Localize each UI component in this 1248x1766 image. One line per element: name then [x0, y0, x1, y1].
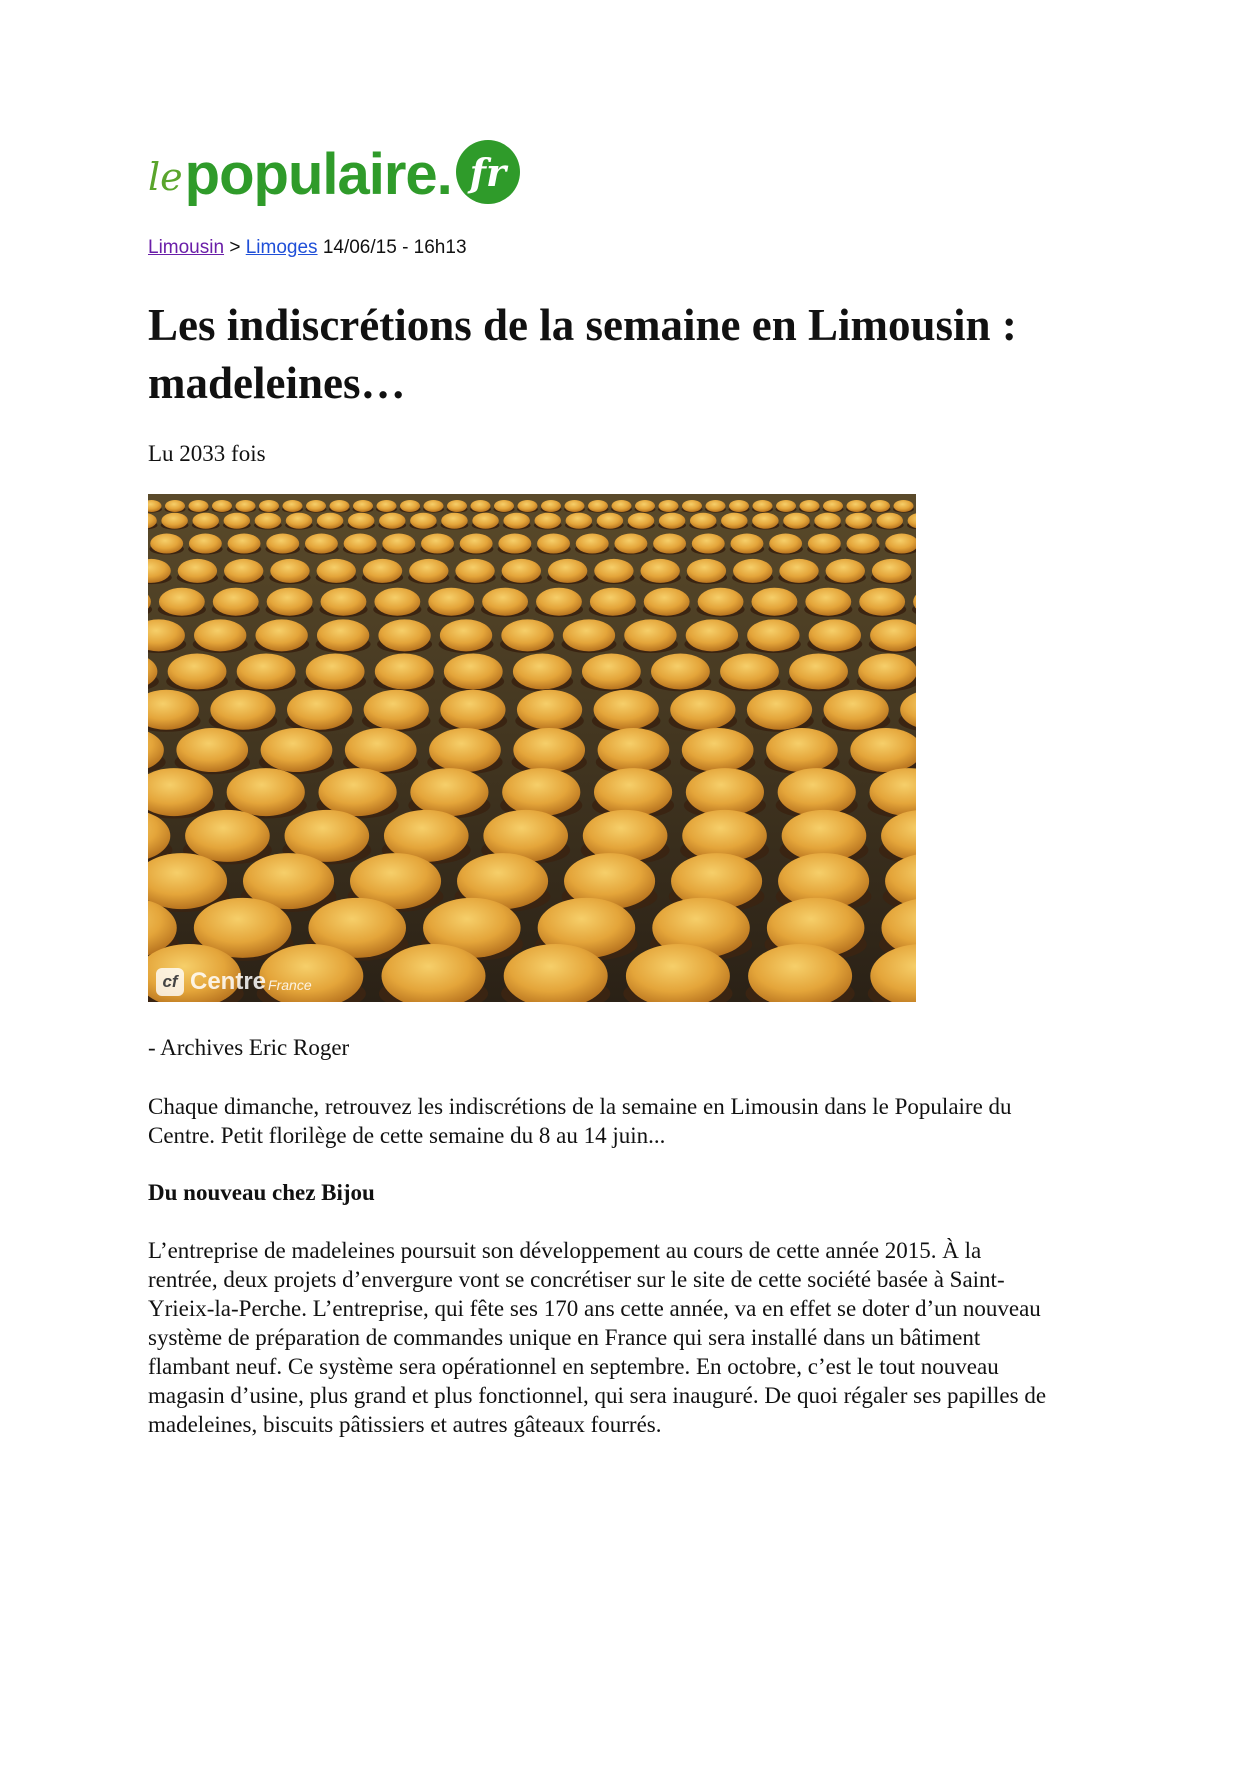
article-body: L’entreprise de madeleines poursuit son développement au cours de cette année 2015. À la rentrée, deux projets d’envergure vont se concrétiser sur le site de cette société basée à Saint-Yrieix-la-Perche. L’entreprise, qui fête ses 170 ans cette année, va en effet se doter d’un nouveau système de préparation de commandes unique en France qui sera installé dans un bâtiment flambant neuf. Ce système sera opérationnel en septembre. En octobre, c’est le tout nouveau magasin d’usine, plus grand et plus fonctionnel, qui sera inauguré. De quoi régaler ses papilles de madeleines, biscuits pâtissiers et autres gâteaux fourrés.	[148, 1238, 1047, 1437]
logo-populaire: populaire.	[184, 142, 452, 207]
breadcrumb	[148, 237, 467, 259]
logo-fr-badge: fr	[456, 140, 520, 204]
breadcrumb-link-limousin[interactable]: Limousin	[148, 237, 225, 258]
lepopulaire-logo[interactable]	[148, 128, 520, 208]
article-photo	[148, 494, 916, 1002]
section-heading: Du nouveau chez Bijou	[148, 1180, 375, 1205]
photo-caption: - Archives Eric Roger	[148, 1035, 350, 1060]
logo-le: le	[148, 155, 183, 199]
centre-france-logo-icon: cf	[156, 968, 184, 996]
breadcrumb-separator: >	[229, 237, 241, 258]
article-title: Les indiscrétions de la semaine en Limousin : madeleines…	[148, 300, 1017, 408]
article-date: 14/06/15 - 16h13	[322, 237, 467, 258]
centre-france-watermark	[156, 968, 312, 996]
breadcrumb-link-limoges[interactable]: Limoges	[245, 237, 318, 258]
watermark-centre: Centre	[190, 968, 267, 995]
article-intro: Chaque dimanche, retrouvez les indiscrétions de la semaine en Limousin dans le Populaire du Centre. Petit florilège de cette semaine du 8 au 14 juin...	[148, 1094, 1012, 1148]
watermark-france: France	[268, 977, 312, 993]
madeleines-image	[148, 494, 916, 1002]
read-count: Lu 2033 fois	[148, 441, 266, 466]
